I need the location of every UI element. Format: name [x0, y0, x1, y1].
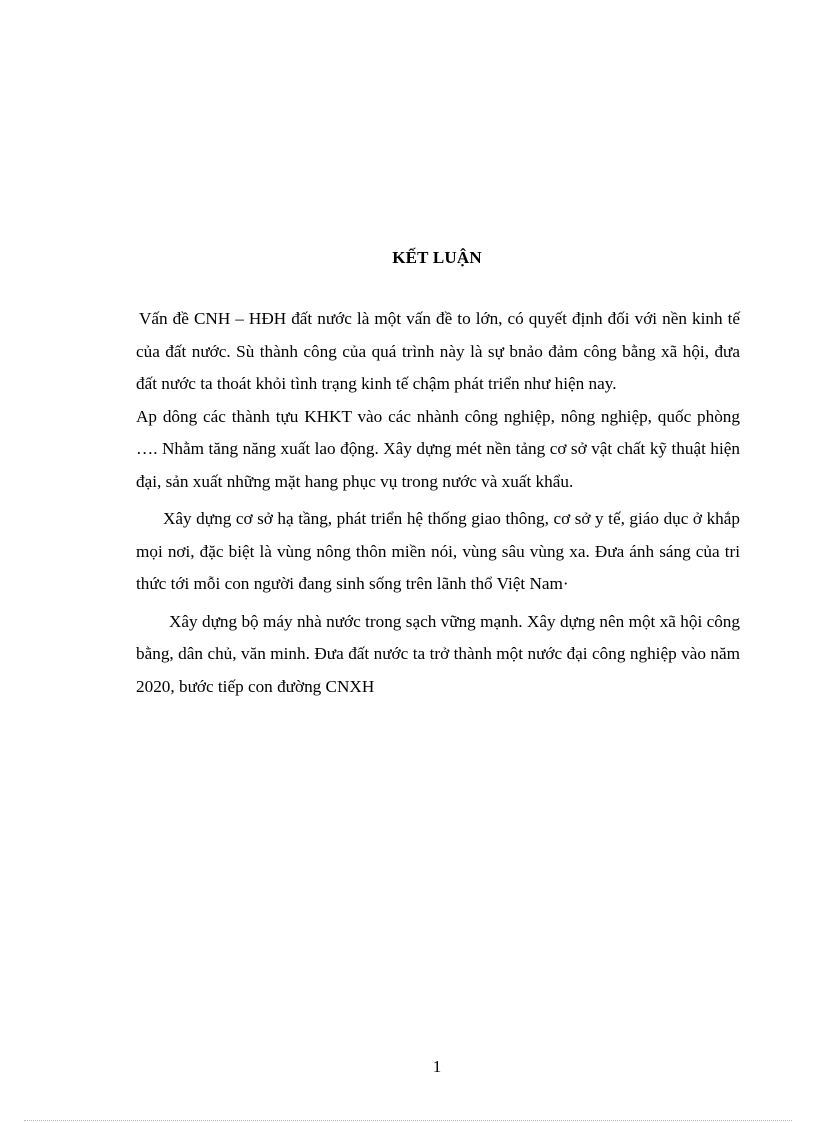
paragraph-4: Xây dựng bộ máy nhà nước trong sạch vững mạnh. Xây dựng nên một xã hội công bằng, dân chủ, văn minh. Đưa đất nước ta trở thành một nước đại công nghiệp vào năm 2020, bước tiếp con đường CNXH	[136, 611, 740, 696]
body-text	[136, 303, 740, 703]
paragraph-2: Ap dông các thành tựu KHKT vào các nhành công nghiệp, nông nghiệp, quốc phòng …. Nhằm tăng năng xuất lao động. Xây dựng mét nền tảng cơ sở vật chất kỹ thuật hiện đại, sản xuất những mặt hang phục vụ trong nước và xuất khẩu.	[136, 406, 740, 491]
paragraph-3: Xây dựng cơ sở hạ tầng, phát triển hệ thống giao thông, cơ sở y tế, giáo dục ở khắp mọi nơi, đặc biệt là vùng nông thôn miền nói, vùng sâu vùng xa. Đưa ánh sáng của tri thức tới mỗi con người đang sinh sống trên lãnh thổ Việt Nam·	[136, 509, 740, 593]
paragraph-1: Vấn đề CNH – HĐH đất nước là một vấn đề to lớn, có quyết định đối với nền kinh tế của đất nước. Sù thành công của quá trình này là sự bnảo đảm công bằng xã hội, đưa đất nước ta thoát khỏi tình trạng kinh tế chậm phát triển như hiện nay.	[136, 309, 740, 393]
page-number: 1	[432, 1057, 442, 1076]
page-title: KẾT LUẬN	[392, 248, 482, 267]
page-bottom-divider	[24, 1120, 792, 1121]
